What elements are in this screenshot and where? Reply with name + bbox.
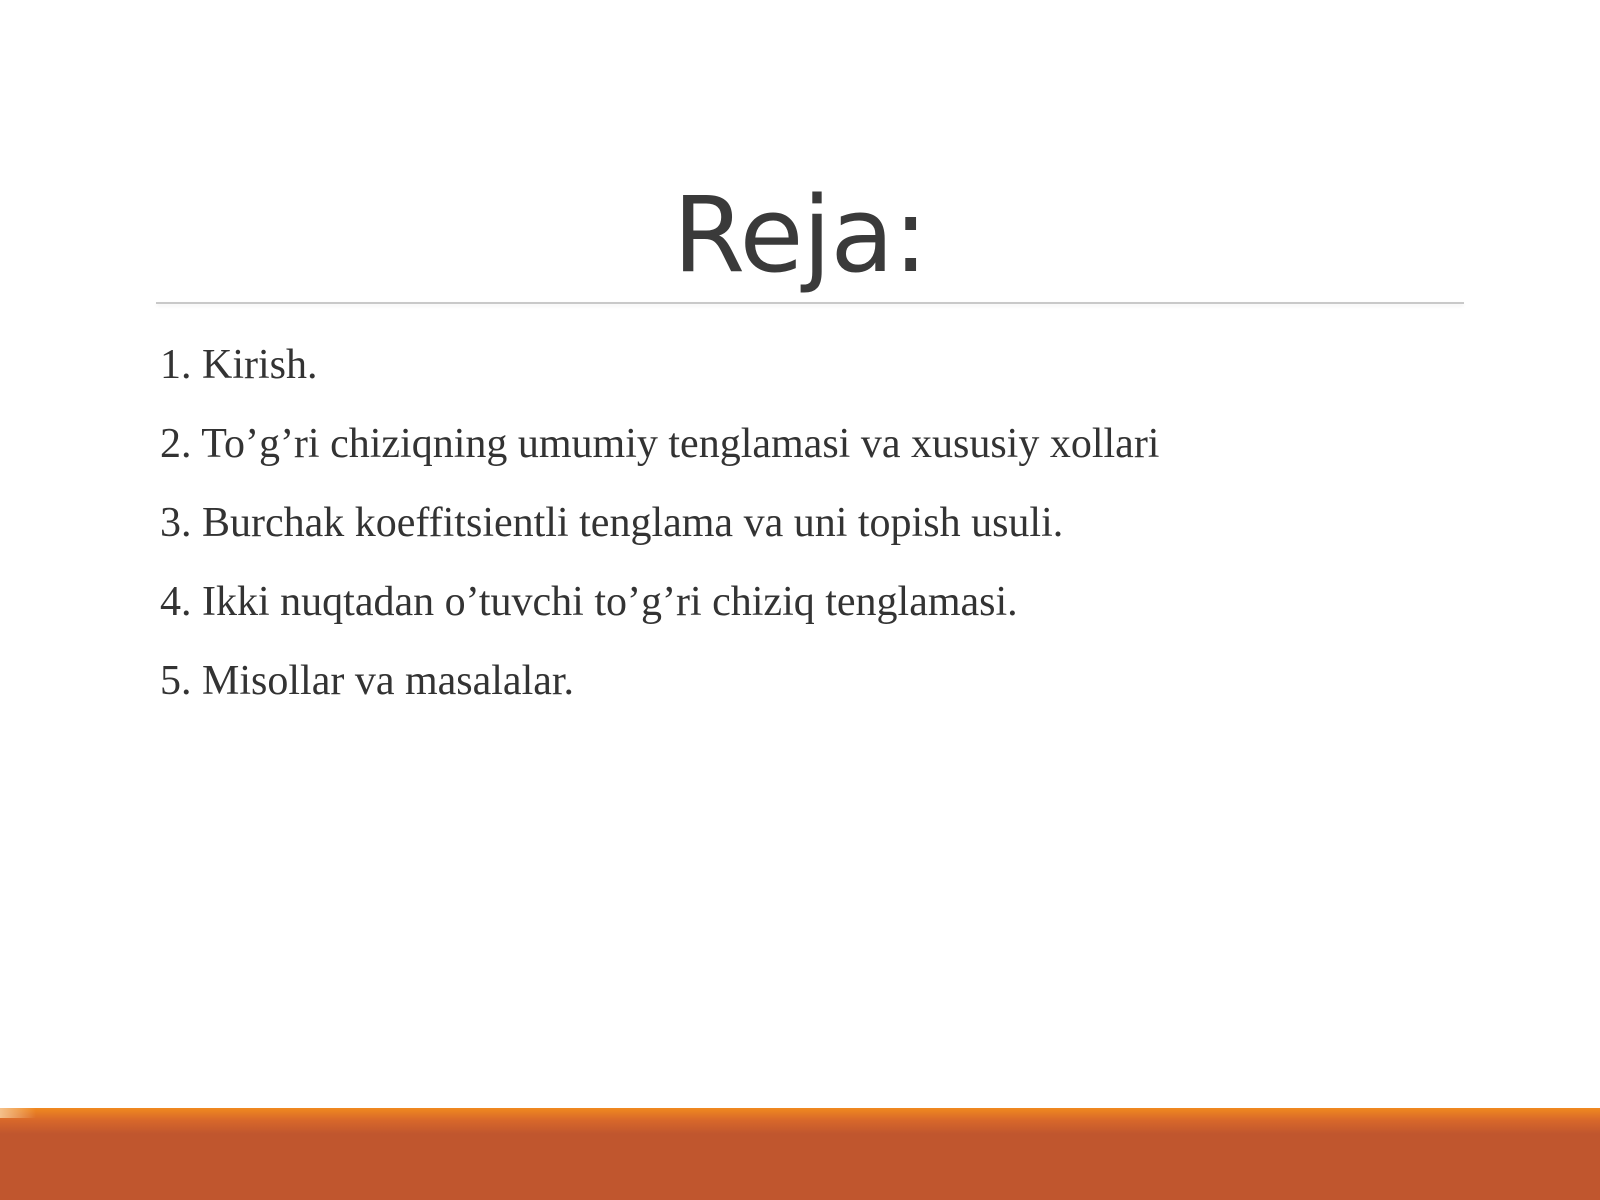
agenda-item-2: 2. To’g’ri chiziqning umumiy tenglamasi va xususiy xollari	[160, 421, 1160, 467]
title-divider	[156, 302, 1464, 304]
agenda-item-5: 5. Misollar va masalalar.	[160, 658, 575, 704]
footer-accent-highlight	[0, 1108, 36, 1118]
footer-accent-bar	[0, 1108, 1600, 1200]
agenda-item-4: 4. Ikki nuqtadan o’tuvchi to’g’ri chiziq tenglamasi.	[160, 579, 1018, 625]
slide-title: Reja:	[672, 174, 928, 296]
agenda-item-1: 1. Kirish.	[160, 342, 318, 388]
agenda-item-3: 3. Burchak koeffitsientli tenglama va uni topish usuli.	[160, 500, 1064, 546]
agenda-list	[160, 326, 1460, 721]
